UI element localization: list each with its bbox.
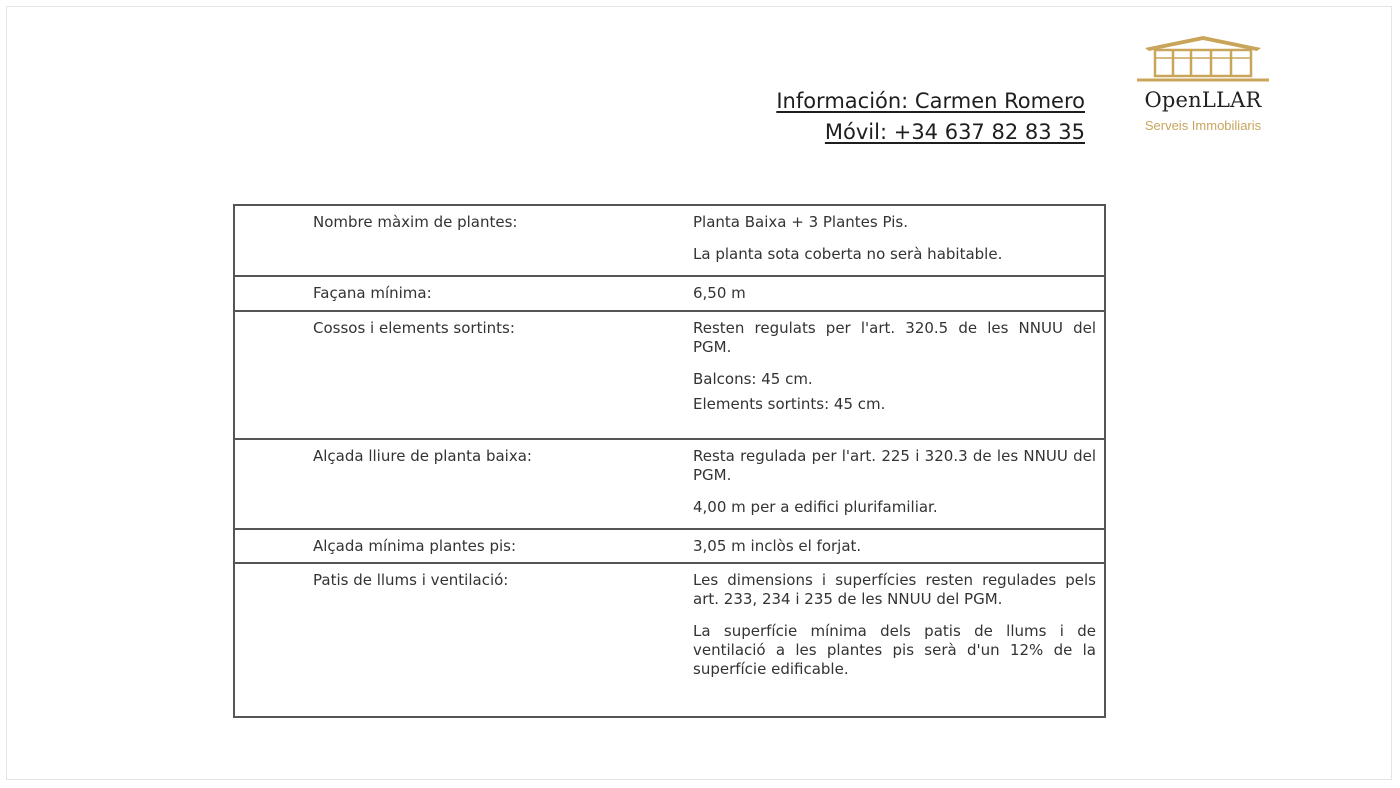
row-value: La superfície mínima dels patis de llums i de ventilació a les plantes pis serà d'un 12% de la superfície edificable. [693, 622, 1096, 678]
logo-name: OpenLLAR [1144, 88, 1262, 112]
contact-name: Información: Carmen Romero [776, 89, 1085, 113]
contact-phone: Móvil: +34 637 82 83 35 [824, 120, 1085, 144]
row-values [693, 319, 1096, 427]
regulations-table [233, 204, 1106, 718]
row-label: Nombre màxim de plantes: [313, 213, 518, 231]
company-logo [1118, 34, 1288, 144]
table-row [235, 440, 1104, 530]
table-row [235, 564, 1104, 714]
row-label: Alçada mínima plantes pis: [313, 537, 517, 555]
contact-info [776, 86, 1085, 148]
row-value: Elements sortints: 45 cm. [693, 395, 886, 413]
row-values [693, 213, 1096, 277]
row-label: Cossos i elements sortints: [313, 319, 515, 337]
row-values [693, 571, 1096, 692]
row-value: Resta regulada per l'art. 225 i 320.3 de les NNUU del PGM. [693, 447, 1096, 484]
row-value: La planta sota coberta no serà habitable. [693, 245, 1003, 263]
table-row [235, 312, 1104, 440]
row-value: Resten regulats per l'art. 320.5 de les NNUU del PGM. [693, 319, 1096, 356]
row-value: 4,00 m per a edifici plurifamiliar. [693, 498, 938, 516]
row-value: Les dimensions i superfícies resten regulades pels art. 233, 234 i 235 de les NNUU del PGM. [693, 571, 1096, 608]
row-value: Planta Baixa + 3 Plantes Pis. [693, 213, 908, 231]
house-logo-icon [1133, 34, 1273, 82]
row-values [693, 447, 1096, 530]
row-value: 6,50 m [693, 284, 746, 302]
row-value: 3,05 m inclòs el forjat. [693, 537, 862, 555]
row-label: Patis de llums i ventilació: [313, 571, 509, 589]
table-row [235, 530, 1104, 564]
row-value: Balcons: 45 cm. [693, 370, 813, 388]
row-label: Alçada lliure de planta baixa: [313, 447, 532, 465]
logo-subtitle: Serveis Immobiliaris [1144, 118, 1262, 133]
table-row [235, 206, 1104, 277]
table-row [235, 277, 1104, 312]
row-label: Façana mínima: [313, 284, 432, 302]
